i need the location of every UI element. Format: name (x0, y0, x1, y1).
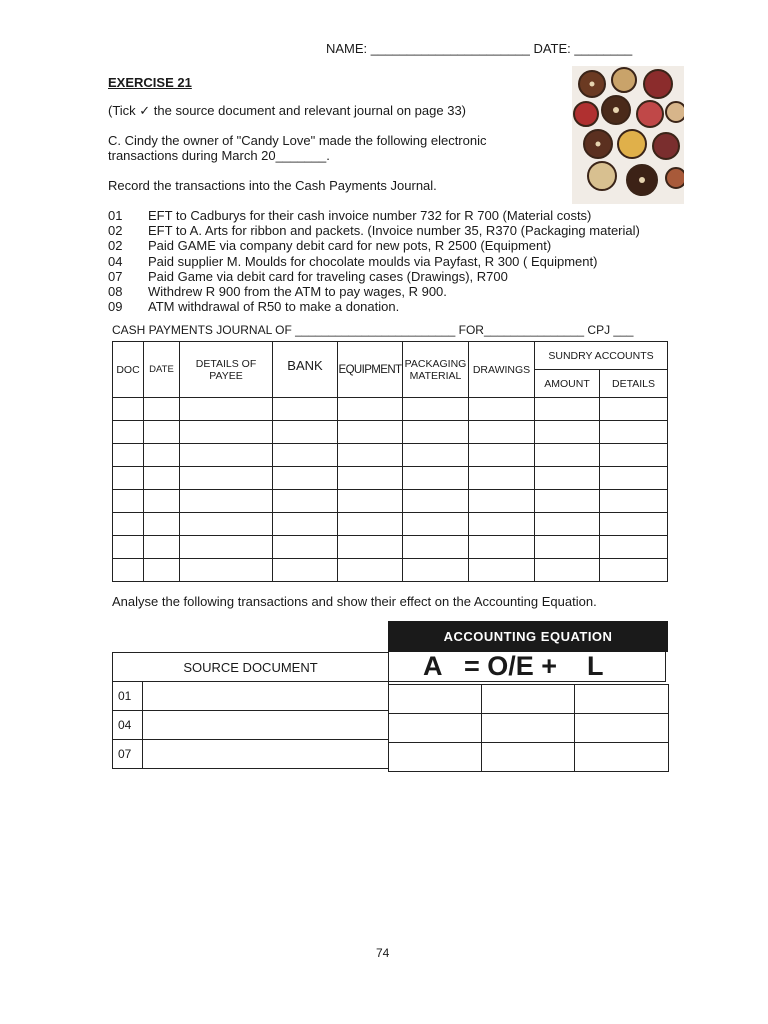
col-details-of-payee: DETAILS OF PAYEE (180, 342, 273, 398)
assets-cell[interactable] (389, 743, 482, 772)
assets-cell[interactable] (389, 685, 482, 714)
record-instruction: Record the transactions into the Cash Payments Journal. (108, 178, 437, 193)
transaction-day: 09 (108, 299, 123, 314)
row-day: 04 (113, 711, 143, 740)
journal-row[interactable] (113, 444, 668, 467)
source-document-input[interactable] (143, 711, 389, 740)
journal-row[interactable] (113, 536, 668, 559)
name-date-line: NAME: ______________________ DATE: ________ (326, 41, 633, 56)
assets-cell[interactable] (389, 714, 482, 743)
liabilities-cell[interactable] (575, 743, 669, 772)
accounting-equation-header: ACCOUNTING EQUATION (388, 621, 668, 652)
cash-payments-journal-table (112, 341, 668, 582)
transaction-text: Paid GAME via company debit card for new pots, R 2500 (Equipment) (148, 238, 552, 253)
transaction-text: Paid supplier M. Moulds for chocolate moulds via Payfast, R 300 ( Equipment) (148, 254, 598, 269)
col-details: DETAILS (600, 370, 668, 398)
source-document-table (112, 652, 389, 769)
cpj-title-line: CASH PAYMENTS JOURNAL OF ________________________ FOR_______________ CPJ ___ (112, 323, 634, 337)
journal-row[interactable] (113, 467, 668, 490)
intro-line-1: C. Cindy the owner of "Candy Love" made the following electronic (108, 133, 487, 148)
chocolate-bowls-photo (572, 66, 684, 204)
transaction-day: 02 (108, 238, 123, 253)
transaction-text: Withdrew R 900 from the ATM to pay wages, R 900. (148, 284, 447, 299)
transaction-item (108, 238, 551, 253)
owners-equity-cell[interactable] (482, 685, 575, 714)
transaction-text: ATM withdrawal of R50 to make a donation. (148, 299, 400, 314)
transaction-text: Paid Game via debit card for traveling cases (Drawings), R700 (148, 269, 508, 284)
source-document-label: SOURCE DOCUMENT (113, 653, 389, 682)
col-date: DATE (144, 342, 180, 398)
row-day: 07 (113, 740, 143, 769)
liabilities-cell[interactable] (575, 685, 669, 714)
tick-instruction: (Tick ✓ the source document and relevant journal on page 33) (108, 103, 467, 118)
transaction-day: 08 (108, 284, 123, 299)
journal-row[interactable] (113, 513, 668, 536)
journal-row[interactable] (113, 490, 668, 513)
transaction-item (108, 223, 640, 238)
accounting-equation-formula (388, 652, 666, 682)
journal-row[interactable] (113, 398, 668, 421)
transaction-text: EFT to Cadburys for their cash invoice number 732 for R 700 (Material costs) (148, 208, 592, 223)
col-doc: DOC (113, 342, 144, 398)
transaction-day: 01 (108, 208, 123, 223)
liabilities-cell[interactable] (575, 714, 669, 743)
transaction-item (108, 254, 597, 269)
transaction-day: 02 (108, 223, 123, 238)
col-amount: AMOUNT (535, 370, 600, 398)
exercise-title: EXERCISE 21 (108, 75, 192, 90)
analysis-instruction: Analyse the following transactions and show their effect on the Accounting Equation. (112, 594, 597, 609)
col-equipment: EQUIPMENT (338, 342, 403, 398)
intro-line-2: transactions during March 20_______. (108, 148, 330, 163)
transaction-item (108, 269, 508, 284)
row-day: 01 (113, 682, 143, 711)
col-drawings: DRAWINGS (469, 342, 535, 398)
page-number: 74 (376, 946, 390, 960)
owners-equity-cell[interactable] (482, 743, 575, 772)
equation-text: A = O/E + L (423, 651, 604, 681)
owners-equity-cell[interactable] (482, 714, 575, 743)
accounting-equation-table (388, 684, 669, 772)
transaction-item (108, 299, 399, 314)
transaction-text: EFT to A. Arts for ribbon and packets. (Invoice number 35, R370 (Packaging material) (148, 223, 640, 238)
col-packaging-material: PACKAGING MATERIAL (403, 342, 469, 398)
journal-row[interactable] (113, 559, 668, 582)
source-document-input[interactable] (143, 682, 389, 711)
source-document-input[interactable] (143, 740, 389, 769)
col-bank: BANK (273, 342, 338, 398)
transaction-day: 07 (108, 269, 123, 284)
journal-row[interactable] (113, 421, 668, 444)
transaction-item (108, 284, 447, 299)
transaction-item (108, 208, 591, 223)
col-sundry-accounts: SUNDRY ACCOUNTS (535, 342, 668, 370)
transaction-day: 04 (108, 254, 123, 269)
